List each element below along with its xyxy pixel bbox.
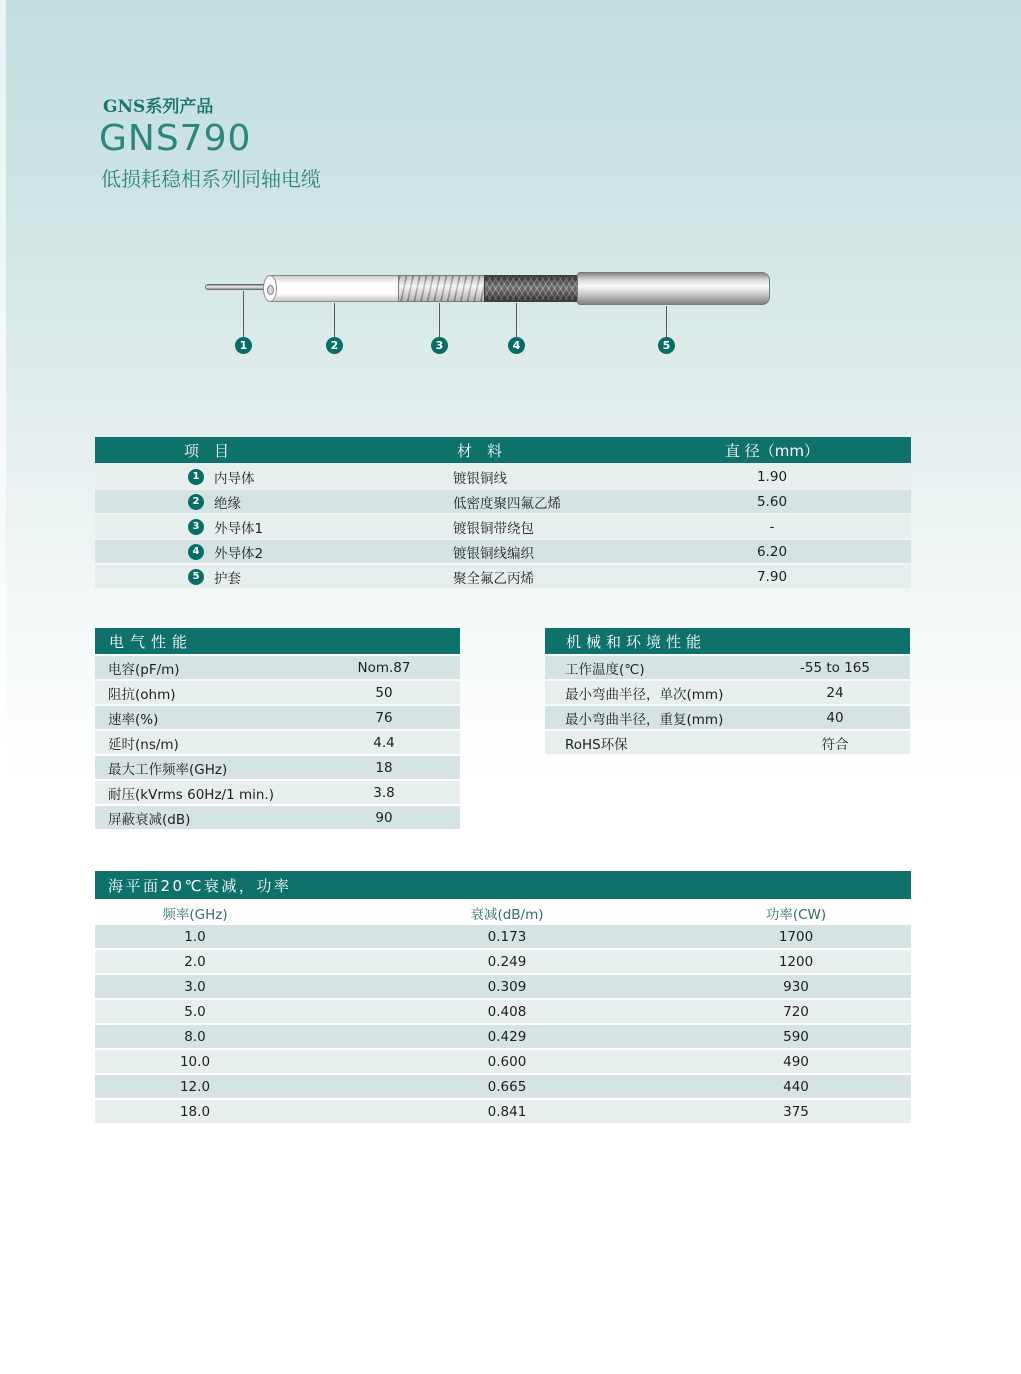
electrical-row-5 <box>95 756 460 779</box>
diameter-value: - <box>769 518 775 535</box>
attenuation-value: 0.408 <box>487 1003 527 1020</box>
power-value: 1200 <box>778 953 814 970</box>
spec-value: 90 <box>375 809 393 826</box>
attenuation-value: 0.429 <box>487 1028 527 1045</box>
spec-label: 速率(%) <box>108 711 159 728</box>
attenuation-row-3 <box>95 975 911 998</box>
spec-label: 最大工作频率(GHz) <box>108 761 228 778</box>
electrical-row-7 <box>95 806 460 829</box>
frequency-value: 8.0 <box>184 1028 206 1045</box>
spec-label: RoHS环保 <box>565 736 628 753</box>
spec-value: 4.4 <box>373 734 395 751</box>
attenuation-row-8 <box>95 1100 911 1123</box>
spec-label: 耐压(kVrms 60Hz/1 min.) <box>108 786 274 803</box>
spec-value: Nom.87 <box>357 659 411 676</box>
attenuation-row-1 <box>95 925 911 948</box>
power-value: 1700 <box>778 928 814 945</box>
frequency-value: 1.0 <box>184 928 206 945</box>
row-number-badge: 4 <box>188 544 204 560</box>
item-label: 绝缘 <box>214 495 241 512</box>
attenuation-value: 0.841 <box>487 1103 527 1120</box>
product-subtitle: 低损耗稳相系列同轴电缆 <box>101 167 321 191</box>
callout-line-2 <box>334 303 335 337</box>
mechanical-row-1 <box>545 656 910 679</box>
item-label: 护套 <box>214 570 241 587</box>
electrical-row-6 <box>95 781 460 804</box>
attenuation-value: 0.665 <box>487 1078 527 1095</box>
callout-line-5 <box>666 306 667 337</box>
attenuation-value: 0.309 <box>487 978 527 995</box>
material-value: 镀银铜线编织 <box>453 545 534 562</box>
mechanical-row-4 <box>545 731 910 754</box>
diameter-value: 5.60 <box>756 493 788 510</box>
electrical-table <box>95 628 460 829</box>
attenuation-header-row <box>95 902 911 923</box>
spec-label: 工作温度(℃) <box>565 661 645 678</box>
spec-label: 阻抗(ohm) <box>108 686 176 703</box>
electrical-table-title: 电气性能 <box>95 628 460 654</box>
materials-table <box>95 437 911 588</box>
power-value: 930 <box>783 978 809 995</box>
callout-badge-2: 2 <box>326 337 343 354</box>
power-value: 375 <box>783 1103 809 1120</box>
row-number-badge: 3 <box>188 519 204 535</box>
electrical-row-1 <box>95 656 460 679</box>
series-label: GNS系列产品 <box>103 97 214 117</box>
spec-value: 40 <box>826 709 844 726</box>
spec-value: 符合 <box>821 736 849 753</box>
item-label: 外导体1 <box>214 520 264 537</box>
frequency-value: 3.0 <box>184 978 206 995</box>
materials-row-5 <box>95 565 911 588</box>
electrical-row-3 <box>95 706 460 729</box>
diameter-value: 1.90 <box>756 468 788 485</box>
frequency-value: 5.0 <box>184 1003 206 1020</box>
dielectric-graphic <box>269 275 399 302</box>
spec-label: 最小弯曲半径，单次(mm) <box>565 686 724 703</box>
frequency-value: 12.0 <box>179 1078 211 1095</box>
material-value: 聚全氟乙丙烯 <box>453 570 534 587</box>
col-header-frequency: 频率(GHz) <box>162 906 228 923</box>
power-value: 440 <box>783 1078 809 1095</box>
col-header-diameter: 直 径（mm） <box>725 441 819 460</box>
spec-value: 18 <box>375 759 393 776</box>
attenuation-row-7 <box>95 1075 911 1098</box>
col-header-attenuation: 衰减(dB/m) <box>470 906 544 923</box>
spec-label: 电容(pF/m) <box>108 661 180 678</box>
spec-value: 24 <box>826 684 844 701</box>
diameter-value: 6.20 <box>756 543 788 560</box>
callout-badge-5: 5 <box>658 337 675 354</box>
attenuation-row-4 <box>95 1000 911 1023</box>
braid-shield-graphic <box>484 275 578 302</box>
callout-line-3 <box>439 303 440 337</box>
tape-wrap-graphic <box>398 275 485 302</box>
callout-badge-4: 4 <box>508 337 525 354</box>
attenuation-row-5 <box>95 1025 911 1048</box>
material-value: 镀银铜线 <box>453 470 507 487</box>
attenuation-value: 0.249 <box>487 953 527 970</box>
scan-left-margin <box>0 0 6 780</box>
frequency-value: 10.0 <box>179 1053 211 1070</box>
col-header-material: 材 料 <box>457 441 503 460</box>
spec-value: 3.8 <box>373 784 395 801</box>
attenuation-value: 0.173 <box>487 928 527 945</box>
row-number-badge: 1 <box>188 469 204 485</box>
mechanical-table-title: 机械和环境性能 <box>545 628 910 654</box>
power-value: 490 <box>783 1053 809 1070</box>
diameter-value: 7.90 <box>756 568 788 585</box>
spec-label: 延时(ns/m) <box>108 736 179 753</box>
item-label: 内导体 <box>214 470 255 487</box>
row-number-badge: 2 <box>188 494 204 510</box>
row-number-badge: 5 <box>188 569 204 585</box>
electrical-row-2 <box>95 681 460 704</box>
attenuation-row-6 <box>95 1050 911 1073</box>
material-value: 低密度聚四氟乙烯 <box>453 495 561 512</box>
power-value: 590 <box>783 1028 809 1045</box>
spec-value: -55 to 165 <box>800 659 870 676</box>
callout-line-4 <box>516 303 517 337</box>
attenuation-table-title: 海平面20℃衰减，功率 <box>95 871 911 899</box>
product-name: GNS790 <box>99 118 252 159</box>
attenuation-table <box>95 871 911 1123</box>
materials-row-2 <box>95 490 911 513</box>
materials-table-header-row <box>95 437 911 463</box>
mechanical-row-3 <box>545 706 910 729</box>
jacket-graphic <box>577 272 770 305</box>
power-value: 720 <box>783 1003 809 1020</box>
spec-label: 屏蔽衰减(dB) <box>108 811 191 828</box>
materials-row-3 <box>95 515 911 538</box>
spec-value: 76 <box>375 709 393 726</box>
materials-row-4 <box>95 540 911 563</box>
item-label: 外导体2 <box>214 545 264 562</box>
col-header-item: 项 目 <box>184 441 230 460</box>
spec-label: 最小弯曲半径，重复(mm) <box>565 711 724 728</box>
callout-line-1 <box>243 291 244 337</box>
frequency-value: 2.0 <box>184 953 206 970</box>
mechanical-row-2 <box>545 681 910 704</box>
mechanical-table <box>545 628 910 754</box>
materials-row-1 <box>95 465 911 488</box>
attenuation-row-2 <box>95 950 911 973</box>
callout-badge-1: 1 <box>235 337 252 354</box>
electrical-row-4 <box>95 731 460 754</box>
material-value: 镀银铜带绕包 <box>453 520 534 537</box>
attenuation-value: 0.600 <box>487 1053 527 1070</box>
callout-badge-3: 3 <box>431 337 448 354</box>
spec-value: 50 <box>375 684 393 701</box>
frequency-value: 18.0 <box>179 1103 211 1120</box>
col-header-power: 功率(CW) <box>765 906 827 923</box>
